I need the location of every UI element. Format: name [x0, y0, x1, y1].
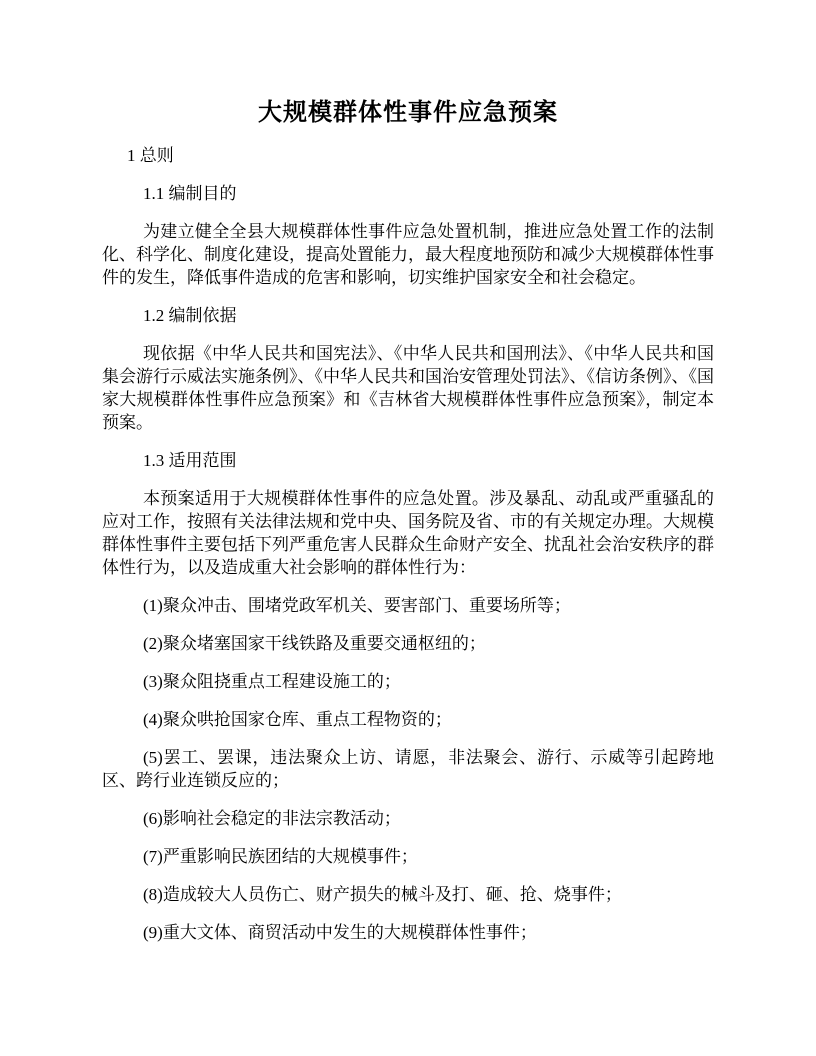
- heading-1-general-rules: 1 总则: [127, 146, 174, 165]
- heading-1-2-basis: 1.2 编制依据: [143, 306, 237, 325]
- paragraph-purpose: 为建立健全全县大规模群体性事件应急处置机制，推进应急处置工作的法制化、科学化、制度化建设，提高处置能力，最大程度地预防和减少大规模群体性事件的发生，降低事件造成的危害和影响，切实维护国家安全和社会稳定。: [102, 222, 714, 287]
- list-item-1: (1)聚众冲击、围堵党政军机关、要害部门、重要场所等；: [143, 596, 571, 615]
- heading-1-3-scope: 1.3 适用范围: [143, 451, 237, 470]
- list-item-8: (8)造成较大人员伤亡、财产损失的械斗及打、砸、抢、烧事件；: [143, 885, 622, 904]
- list-item-7: (7)严重影响民族团结的大规模事件；: [143, 847, 418, 866]
- list-item-9: (9)重大文体、商贸活动中发生的大规模群体性事件；: [143, 923, 537, 942]
- list-item-2: (2)聚众堵塞国家干线铁路及重要交通枢纽的；: [143, 634, 486, 653]
- list-item-5: (5)罢工、罢课，违法聚众上访、请愿，非法聚会、游行、示威等引起跨地区、跨行业连锁反应的；: [102, 748, 714, 790]
- list-item-4: (4)聚众哄抢国家仓库、重点工程物资的；: [143, 710, 452, 729]
- list-item-3: (3)聚众阻挠重点工程建设施工的；: [143, 672, 401, 691]
- list-item-6: (6)影响社会稳定的非法宗教活动；: [143, 809, 401, 828]
- heading-1-1-purpose: 1.1 编制目的: [143, 184, 237, 203]
- paragraph-basis: 现依据《中华人民共和国宪法》、《中华人民共和国刑法》、《中华人民共和国集会游行示威法实施条例》、《中华人民共和国治安管理处罚法》、《信访条例》、《国家大规模群体性事件应急预案》和《吉林省大规模群体性事件应急预案》，制定本预案。: [102, 344, 714, 432]
- document-title: 大规模群体性事件应急预案: [258, 100, 558, 126]
- paragraph-scope: 本预案适用于大规模群体性事件的应急处置。涉及暴乱、动乱或严重骚乱的应对工作，按照有关法律法规和党中央、国务院及省、市的有关规定办理。大规模群体性事件主要包括下列严重危害人民群众生命财产安全、扰乱社会治安秩序的群体性行为，以及造成重大社会影响的群体性行为：: [102, 489, 714, 577]
